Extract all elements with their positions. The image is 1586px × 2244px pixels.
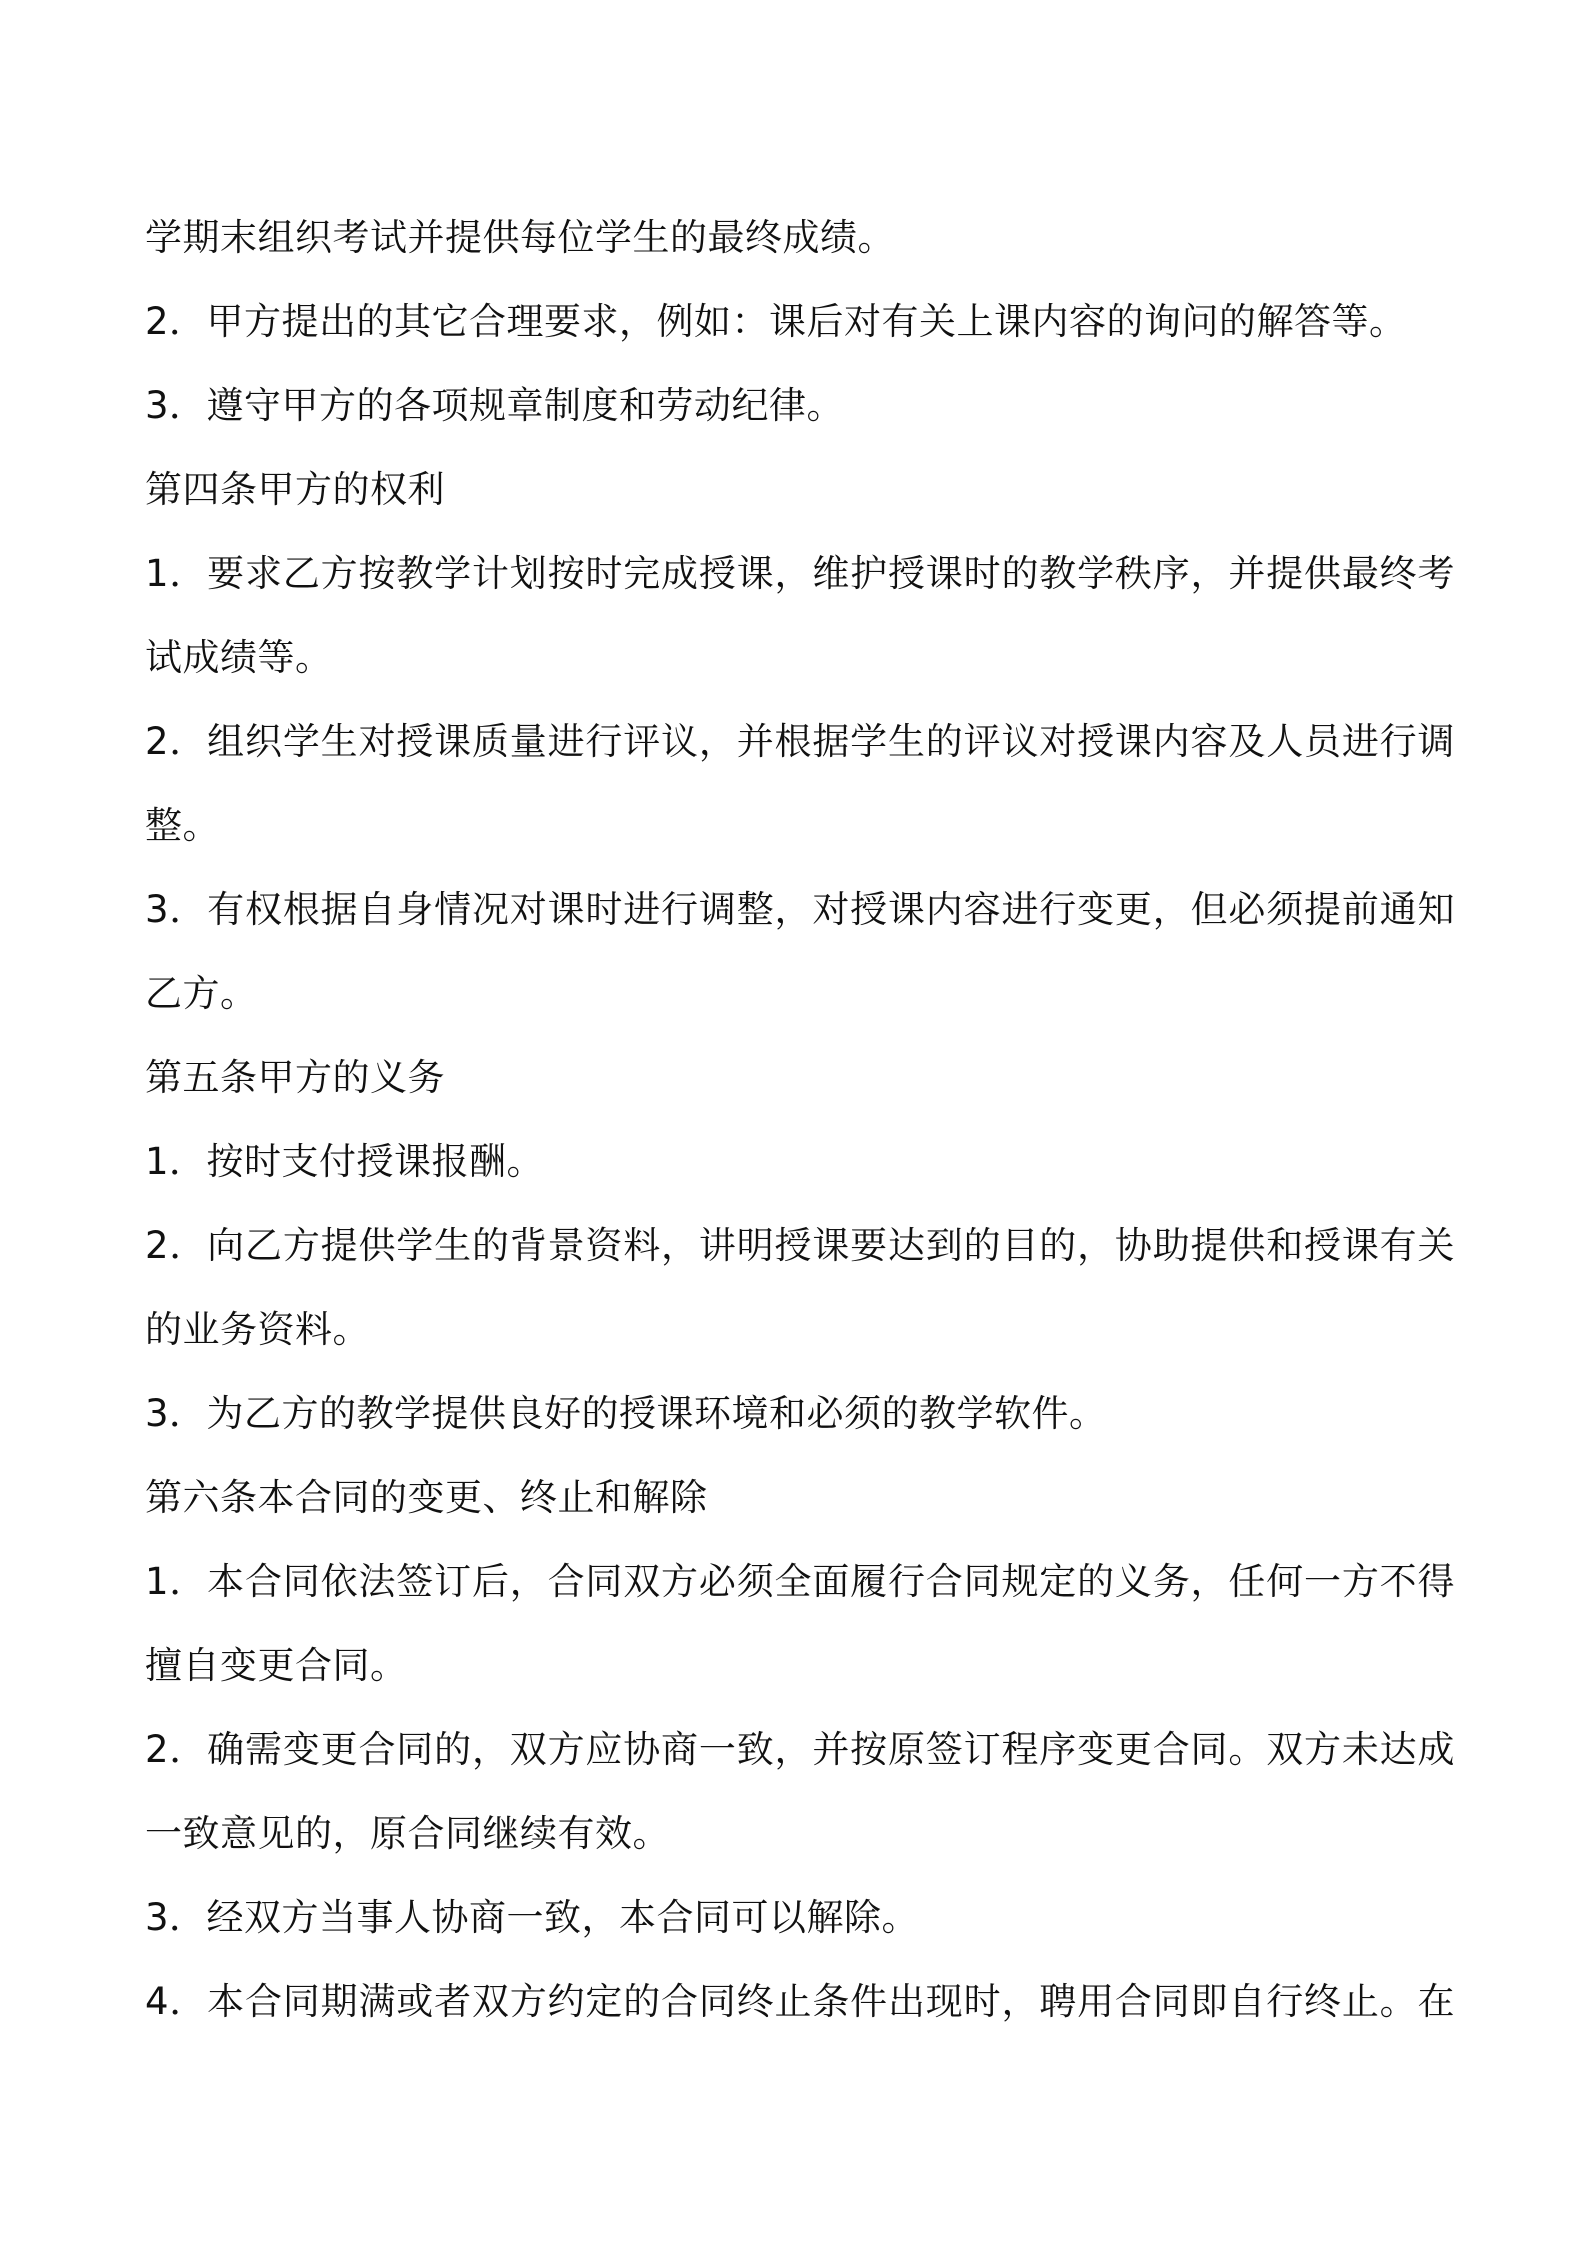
text-line: 学期末组织考试并提供每位学生的最终成绩。 [145, 216, 895, 259]
text-line: 2．向乙方提供学生的背景资料，讲明授课要达到的目的，协助提供和授课有关 [145, 1224, 1455, 1267]
text-line: 试成绩等。 [145, 636, 333, 679]
text-line: 3．为乙方的教学提供良好的授课环境和必须的教学软件。 [145, 1392, 1107, 1435]
text-line: 1．本合同依法签订后，合同双方必须全面履行合同规定的义务，任何一方不得 [145, 1560, 1455, 1603]
text-line: 4．本合同期满或者双方约定的合同终止条件出现时，聘用合同即自行终止。在 [145, 1980, 1455, 2023]
text-line: 2．甲方提出的其它合理要求，例如：课后对有关上课内容的询问的解答等。 [145, 300, 1407, 343]
text-line: 整。 [145, 804, 220, 847]
text-line: 2．确需变更合同的，双方应协商一致，并按原签订程序变更合同。双方未达成 [145, 1728, 1455, 1771]
text-line: 一致意见的，原合同继续有效。 [145, 1812, 670, 1855]
text-line: 擅自变更合同。 [145, 1644, 408, 1687]
section-heading: 第四条甲方的权利 [145, 468, 445, 511]
text-line: 乙方。 [145, 972, 258, 1015]
section-heading: 第五条甲方的义务 [145, 1056, 445, 1099]
text-line: 的业务资料。 [145, 1308, 370, 1351]
text-line: 1．要求乙方按教学计划按时完成授课，维护授课时的教学秩序，并提供最终考 [145, 552, 1455, 595]
text-line: 3．遵守甲方的各项规章制度和劳动纪律。 [145, 384, 845, 427]
document-body [145, 196, 1455, 2044]
text-line: 3．经双方当事人协商一致，本合同可以解除。 [145, 1896, 920, 1939]
text-line: 2．组织学生对授课质量进行评议，并根据学生的评议对授课内容及人员进行调 [145, 720, 1455, 763]
section-heading: 第六条本合同的变更、终止和解除 [145, 1476, 708, 1519]
text-line: 1．按时支付授课报酬。 [145, 1140, 545, 1183]
text-line: 3．有权根据自身情况对课时进行调整，对授课内容进行变更，但必须提前通知 [145, 888, 1455, 931]
